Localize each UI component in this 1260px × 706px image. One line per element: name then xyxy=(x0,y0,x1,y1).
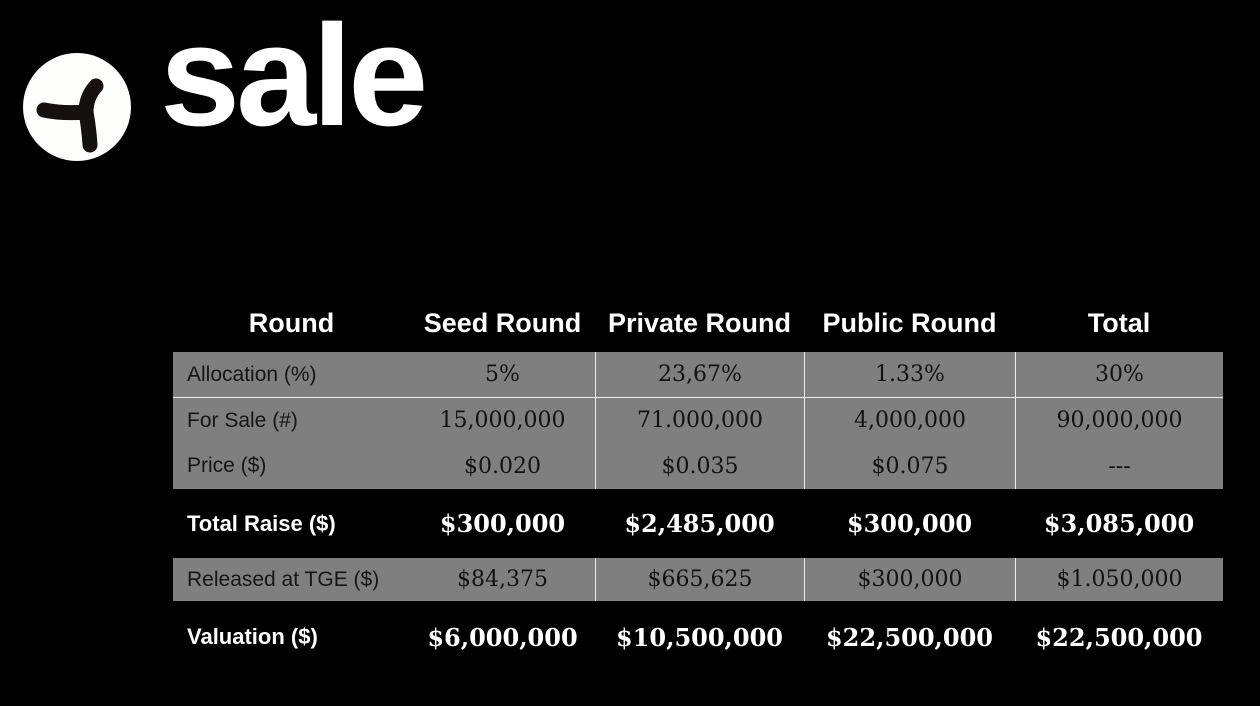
cell-value: $10,500,000 xyxy=(615,622,783,652)
cell-value: $22,500,000 xyxy=(1035,622,1203,652)
header-cell-private-round: Private Round xyxy=(607,308,792,338)
cell-value: $300,000 xyxy=(804,558,1015,601)
cell-value: 23,67% xyxy=(595,352,804,397)
table-row-released-at-tge xyxy=(173,558,1223,601)
cell-value: $0.020 xyxy=(464,453,541,479)
table-row-price xyxy=(173,443,1223,489)
table-header-row xyxy=(173,295,1223,352)
cell-value: 1.33% xyxy=(804,352,1015,397)
cell-value: $6,000,000 xyxy=(427,622,578,652)
cell-value: $1.050,000 xyxy=(1015,558,1223,601)
row-label: For Sale (#) xyxy=(187,408,298,432)
table-row-for-sale xyxy=(173,398,1223,443)
cell-value: $84,375 xyxy=(457,567,548,592)
row-label: Valuation ($) xyxy=(187,624,318,649)
cell-value: --- xyxy=(1015,443,1223,489)
header-cell-seed-round: Seed Round xyxy=(423,308,582,338)
cell-value: $0.075 xyxy=(804,443,1015,489)
table-row-valuation xyxy=(173,601,1223,673)
row-label: Total Raise ($) xyxy=(187,510,336,536)
cell-value: $0.035 xyxy=(595,443,804,489)
table-row-allocation xyxy=(173,352,1223,398)
header-cell-total: Total xyxy=(1087,308,1151,338)
header-cell-round: Round xyxy=(248,308,335,338)
cell-value: $3,085,000 xyxy=(1043,509,1195,538)
row-label: Allocation (%) xyxy=(187,362,317,386)
wordmark-sale: sale xyxy=(160,0,425,156)
three-prong-circle-logo-icon xyxy=(23,53,131,161)
cell-value: $665,625 xyxy=(595,558,804,601)
row-label: Price ($) xyxy=(187,454,267,477)
header-cell-public-round: Public Round xyxy=(822,308,997,338)
cell-value: 90,000,000 xyxy=(1015,398,1223,443)
cell-value: 4,000,000 xyxy=(804,398,1015,443)
cell-value: $2,485,000 xyxy=(624,509,775,538)
cell-value: $300,000 xyxy=(846,509,973,538)
token-sale-table xyxy=(173,295,1223,673)
cell-value: 5% xyxy=(485,362,520,387)
cell-value: 15,000,000 xyxy=(439,408,566,433)
cell-value: 30% xyxy=(1015,352,1223,397)
cell-value: $22,500,000 xyxy=(825,622,993,652)
cell-value: $300,000 xyxy=(439,509,566,538)
row-label: Released at TGE ($) xyxy=(187,567,380,591)
table-row-total-raise xyxy=(173,489,1223,558)
brand-header xyxy=(0,0,600,200)
cell-value: 71.000,000 xyxy=(595,398,804,443)
